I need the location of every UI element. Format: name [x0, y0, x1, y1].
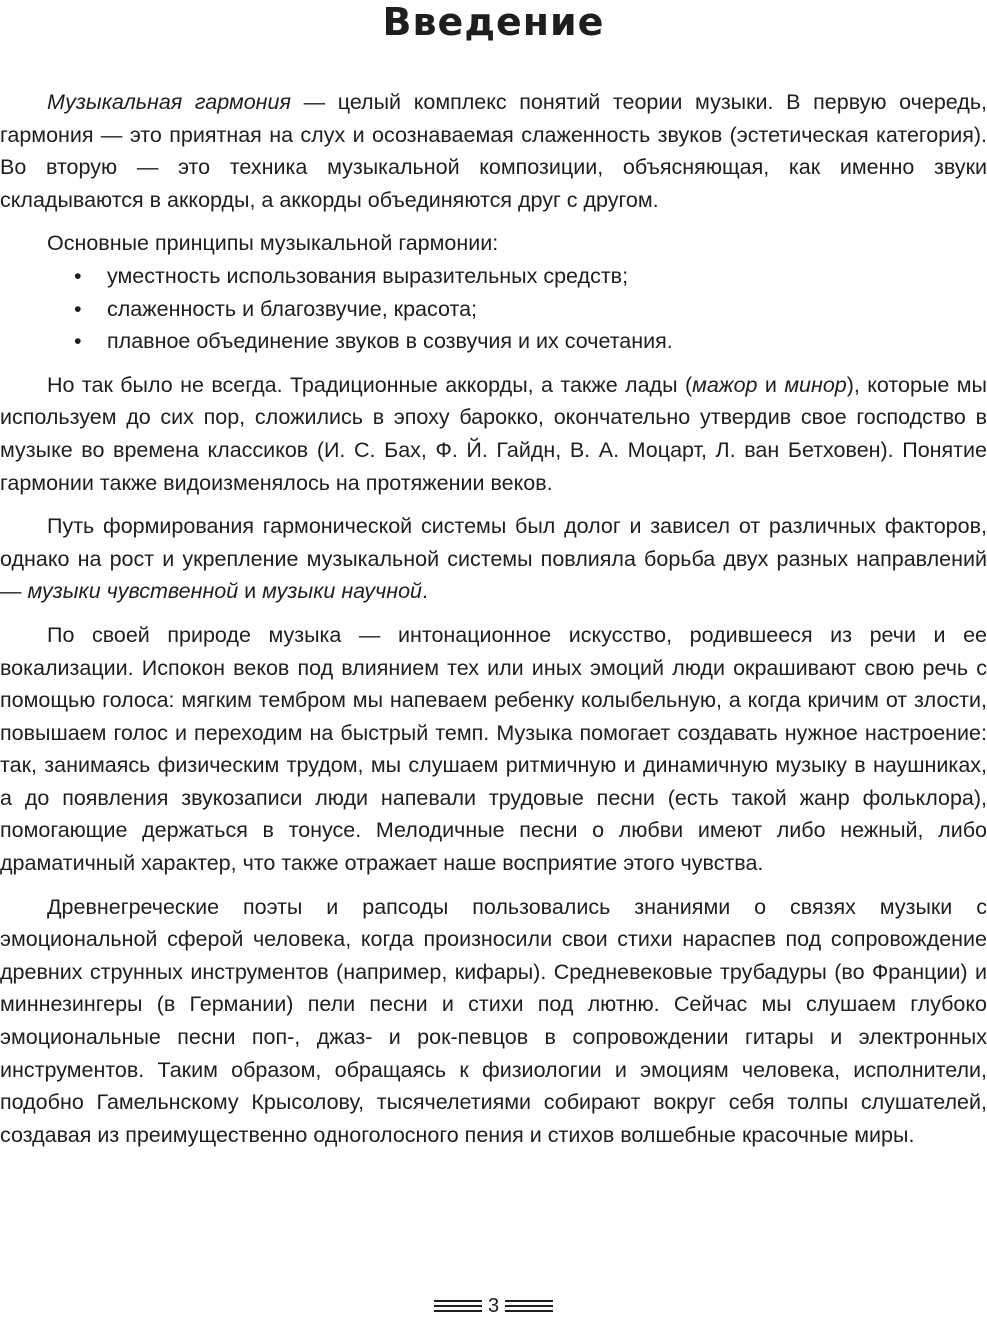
paragraph-history: [0, 369, 987, 499]
bullet-icon: •: [74, 263, 82, 288]
bullet-icon: •: [74, 296, 82, 321]
chapter-title: Введение: [382, 0, 605, 44]
paragraph-nature: По своей природе музыка — интонационное искусство, родившееся из речи и ее вокализации. Испокон веков под влиянием тех или иных эмоций люди окрашивают свою речь с помощью голоса: мягким тембром мы напеваем ребенку колыбельную, а когда кричим от злости, повышаем голос и переходим на быстрый темп. Музыка помогает создавать нужное настроение: так, занимаясь физическим трудом, мы слушаем ритмичную и динамичную музыку в наушниках, а до появления звукозаписи люди напевали трудовые песни (есть такой жанр фольклора), помогающие держаться в тонусе. Мелодичные песни о любви имеют либо нежный, либо драматичный характер, что также отражает наше восприятие этого чувства.: [0, 622, 987, 876]
principles-list: [0, 260, 987, 358]
paragraph-formation: [0, 510, 987, 608]
list-item: [0, 260, 987, 293]
bullet-icon: •: [74, 329, 82, 354]
list-item: [0, 325, 987, 358]
principles-lead: Основные принципы музыкальной гармонии:: [47, 231, 499, 256]
term-major: мажор: [692, 372, 758, 397]
term-sensual-music: музыки чувственной: [27, 579, 239, 604]
text-run: .: [422, 579, 428, 604]
page-footer: [0, 1294, 987, 1318]
paragraph-intro: [0, 86, 987, 216]
text-run: Но так было не всегда. Традиционные аккорды, а также лады (: [47, 372, 693, 397]
text-run: ), которые мы используем до сих пор, сложились в эпоху барокко, окончательно утвердив свое господство в музыке во времена классиков (И. С. Бах, Ф. Й. Гайдн, В. А. Моцарт, Л. ван Бетховен). Понятие гармонии также видоизменялось на протяжении веков.: [0, 372, 987, 495]
body-text: [0, 86, 987, 1162]
page-number: 3: [487, 1295, 500, 1317]
footer-rule-left: [434, 1300, 482, 1312]
text-run: Путь формирования гармонической системы был долог и зависел от различных факторов, однако на рост и укрепление музыкальной системы повлияла борьба двух разных направлений —: [0, 514, 987, 604]
term-harmony: Музыкальная гармония: [47, 90, 291, 114]
term-minor: минор: [784, 372, 847, 397]
term-scientific-music: музыки научной: [262, 579, 423, 604]
list-item-text: слаженность и благозвучие, красота;: [107, 296, 477, 321]
paragraph-ancient: Древнегреческие поэты и рапсоды пользовались знаниями о связях музыки с эмоциональной сферой человека, когда произносили свои стихи нараспев под сопровождение древних струнных инструментов (например, кифары). Средневековые трубадуры (во Франции) и миннезингеры (в Германии) пели песни и стихи под лютню. Сейчас мы слушаем глубоко эмоциональные песни поп-, джаз- и рок-певцов в сопровождении гитары и электронных инструментов. Таким образом, обращаясь к физиологии и эмоциям человека, исполнители, подобно Гамельнскому Крысолову, тысячелетиями собирают вокруг себя толпы слушателей, создавая из преимущественно одноголосного пения и стихов волшебные красочные миры.: [0, 894, 987, 1147]
paragraph-intro-text: — целый комплекс понятий теории музыки. В первую очередь, гармония — это приятная на слух и осознаваемая слаженность звуков (эстетическая категория). Во вторую — это техника музыкальной композиции, объясняющая, как именно звуки складываются в аккорды, а аккорды объединяются друг с другом.: [0, 90, 987, 212]
text-run: и: [238, 579, 263, 604]
list-item-text: уместность использования выразительных средств;: [107, 263, 629, 288]
text-run: и: [757, 372, 785, 397]
list-item-text: плавное объединение звуков в созвучия и их сочетания.: [107, 329, 673, 354]
footer-rule-right: [505, 1300, 553, 1312]
list-item: [0, 293, 987, 326]
